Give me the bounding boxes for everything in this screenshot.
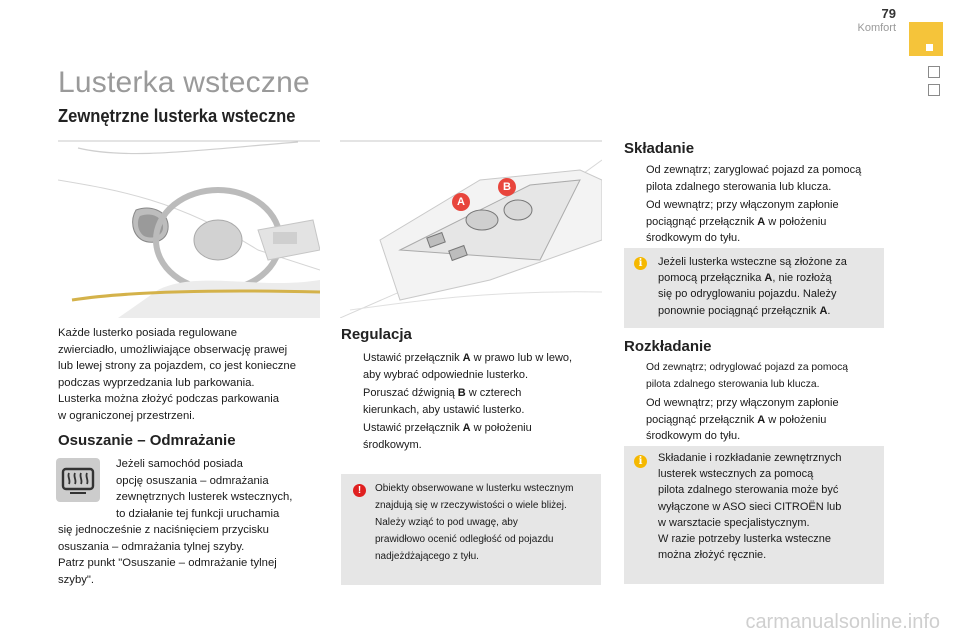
list-item: Ustawić przełącznik A w położeniu środkowym.: [363, 422, 532, 451]
folding-info-text: Jeżeli lusterka wsteczne są złożone za pomocą przełącznika A, nie rozłożą się po odryglowaniu pojazdu. Należy ponownie pociągnąć przełącznik A.: [658, 256, 847, 317]
text-line: znajdują się w rzeczywistości o wiele bliżej.: [375, 500, 567, 511]
text-line: w warsztacie specjalistycznym.: [658, 516, 810, 529]
list-item: Poruszać dźwignią B w czterech kierunkach, aby ustawić lusterko.: [363, 387, 525, 416]
tab-marker: [926, 44, 933, 51]
watermark: carmanualsonline.info: [745, 611, 940, 633]
text-line: prawidłowo ocenić odległość od pojazdu: [375, 534, 554, 545]
chapter-tab-active[interactable]: [909, 22, 943, 56]
text-line: opcję osuszania – odmrażania: [116, 474, 269, 487]
unfolding-list: [624, 360, 894, 447]
text-line: W razie potrzeby lusterka wsteczne: [658, 533, 832, 546]
adjustment-list: [341, 350, 606, 455]
defrost-heading: Osuszanie – Odmrażanie: [58, 432, 236, 449]
text-line: Składanie i rozkładanie zewnętrznych: [658, 452, 842, 464]
folding-heading: Składanie: [624, 140, 695, 157]
unfolding-info-text: [658, 450, 880, 563]
text-line: zewnętrznych lusterek wstecznych,: [116, 491, 293, 503]
text-line: podczas wyprzedzania lub parkowania.: [58, 376, 255, 389]
list-item: Od wewnątrz; przy włączonym zapłonie pociągnąć przełącznik A w położeniu środkowym do tyłu.: [646, 199, 839, 244]
text-line: Obiekty obserwowane w lusterku wstecznym: [375, 483, 574, 494]
text-line: można złożyć ręcznie.: [658, 549, 767, 562]
label-a-badge: A: [452, 193, 470, 211]
page-subtitle: Zewnętrzne lusterka wsteczne: [58, 106, 296, 126]
text-line: Patrz punkt "Osuszanie – odmrażanie tylnej: [58, 557, 277, 569]
text-line: nadjeżdżającego z tyłu.: [375, 551, 479, 562]
list-item: Od zewnątrz; odryglować pojazd za pomocą pilota zdalnego sterowania lub klucza.: [646, 362, 849, 390]
mirror-switch-illustration: [340, 140, 602, 318]
info-icon: i: [634, 455, 647, 468]
text-line: się jednocześnie z naciśnięciem przycisku: [58, 524, 269, 536]
page-title: Lusterka wsteczne: [58, 66, 310, 99]
adjustment-heading: Regulacja: [341, 326, 412, 343]
folding-list: [624, 162, 894, 249]
label-b-badge: B: [498, 178, 516, 196]
warning-note: [341, 474, 601, 585]
chapter-tab[interactable]: [928, 66, 940, 78]
text-line: lub lewej strony za pojazdem, co jest konieczne: [58, 360, 296, 372]
text-line: Lusterka można złożyć podczas parkowania: [58, 393, 280, 405]
text-line: szyby".: [58, 573, 95, 586]
intro-paragraph: [58, 325, 328, 424]
warning-icon: !: [353, 484, 366, 497]
text-line: Jeżeli samochód posiada: [116, 458, 243, 470]
text-line: to działanie tej funkcji uruchamia: [116, 507, 280, 520]
rear-defrost-icon: [56, 458, 100, 502]
unfolding-heading: Rozkładanie: [624, 338, 712, 355]
list-item: Od wewnątrz; przy włączonym zapłonie pociągnąć przełącznik A w położeniu środkowym do tyłu.: [646, 397, 839, 442]
text-line: wyłączone w ASO sieci CITROËN lub: [658, 500, 842, 513]
text-line: w ograniczonej przestrzeni.: [58, 409, 195, 422]
chapter-tab[interactable]: [928, 84, 940, 96]
warning-text: [375, 480, 597, 565]
folding-info-note: [624, 248, 884, 328]
section-name: Komfort: [857, 22, 896, 34]
list-item: Ustawić przełącznik A w prawo lub w lewo, aby wybrać odpowiednie lusterko.: [363, 352, 573, 381]
page-number: 79: [881, 6, 896, 21]
list-item: Od zewnątrz; zaryglować pojazd za pomocą pilota zdalnego sterowania lub klucza.: [646, 164, 862, 193]
info-icon: i: [634, 257, 647, 270]
text-line: pilota zdalnego sterowania może być: [658, 484, 839, 497]
defrost-text: [116, 456, 326, 522]
text-line: zwierciadło, umożliwiające obserwację prawej: [58, 343, 288, 356]
unfolding-info-note: [624, 446, 884, 584]
text-line: Należy wziąć to pod uwagę, aby: [375, 517, 518, 528]
text-line: Każde lusterko posiada regulowane: [58, 327, 237, 339]
dashboard-illustration: [58, 140, 320, 318]
text-line: lusterek wstecznych za pomocą: [658, 468, 814, 481]
text-line: osuszania – odmrażania tylnej szyby.: [58, 540, 245, 553]
defrost-text-cont: [58, 522, 328, 588]
